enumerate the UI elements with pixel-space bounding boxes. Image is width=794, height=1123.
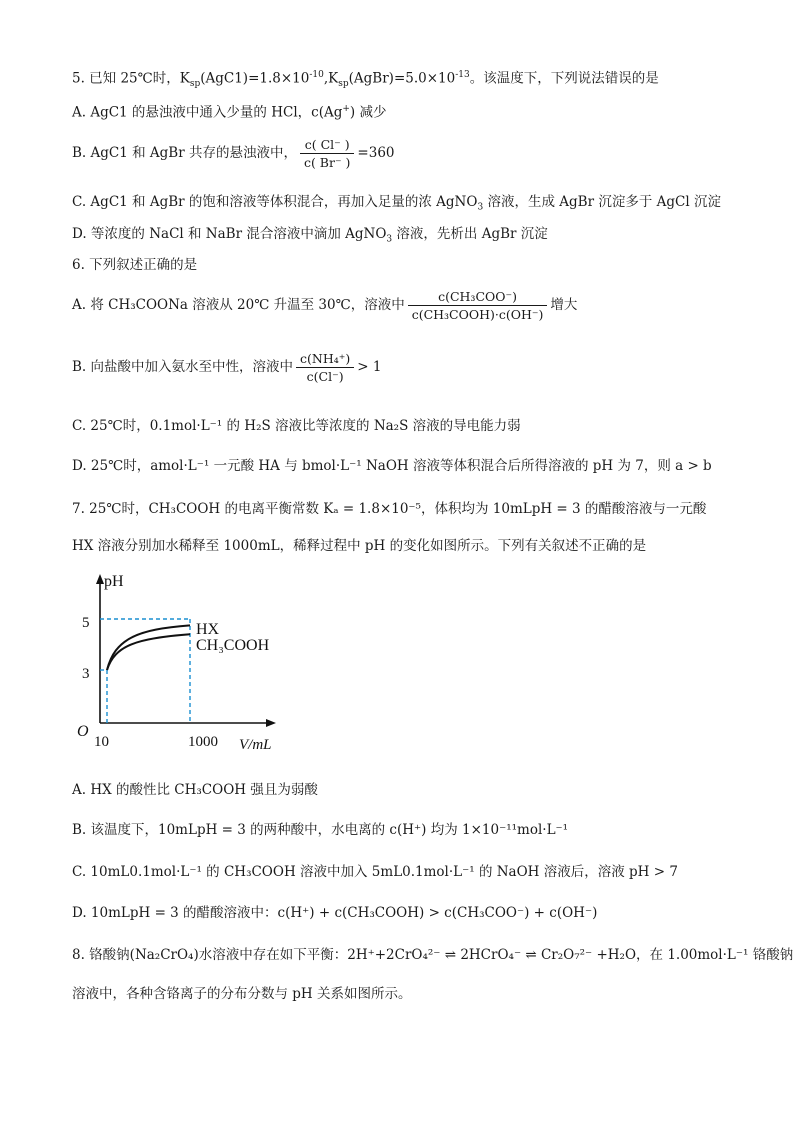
q6-b-fraction: $\frac{\text{c(NH₄⁺)}}{c(Cl^-)}$ <box>296 350 354 385</box>
x-tick-1000: 1000 <box>188 734 218 750</box>
q7-stem-line1: 7. 25℃时，CH₃COOH 的电离平衡常数 Kₐ = 1.8×10⁻⁵，体积均为 10mLpH = 3 的醋酸溶液与一元酸 <box>72 501 707 517</box>
q7-option-c: C. 10mL0.1mol·L⁻¹ 的 CH₃COOH 溶液中加入 5mL0.1mol·L⁻¹ 的 NaOH 溶液后，溶液 pH > 7 <box>72 864 678 880</box>
q6-option-a: A. 将 CH₃COONa 溶液从 20℃ 升温至 30℃，溶液中 $\frac{\text{c(CH₃COO⁻)}}{\text{c(CH₃COOH)·c(OH⁻)}}$ 增大 <box>72 289 578 322</box>
y-tick-5: 5 <box>82 615 90 631</box>
q7-option-a: A. HX 的酸性比 CH₃COOH 强且为弱酸 <box>72 782 318 798</box>
q5-option-b: B. AgC1 和 AgBr 共存的悬浊液中， $\frac{c( Cl^- )}{c( Br^- )}$ =360 <box>72 137 395 170</box>
x-tick-10: 10 <box>94 734 109 750</box>
y-tick-3: 3 <box>82 666 90 682</box>
y-axis-label: pH <box>104 573 124 590</box>
q5-option-a: A. AgC1 的悬浊液中通入少量的 HCl，c(Ag+) 减少 <box>72 104 387 121</box>
series-label-ch3cooh: CH₃COOH <box>196 637 270 654</box>
curve-ch3cooh <box>107 634 190 670</box>
q6-stem: 6. 下列叙述正确的是 <box>72 257 198 273</box>
curve-hx <box>107 625 190 670</box>
q7-stem-line2: HX 溶液分别加水稀释至 1000mL，稀释过程中 pH 的变化如图所示。下列有关叙述不正确的是 <box>72 538 647 554</box>
y-axis-arrow-icon <box>96 574 104 584</box>
q5-option-d: D. 等浓度的 NaCl 和 NaBr 混合溶液中滴加 AgNO$_3$ 溶液，先析出 AgBr 沉淀 <box>72 226 548 245</box>
q6-option-c: C. 25℃时，0.1mol·L⁻¹ 的 H₂S 溶液比等浓度的 Na₂S 溶液的导电能力弱 <box>72 418 521 434</box>
origin-label: O <box>77 723 89 740</box>
q6-a-fraction: $\frac{\text{c(CH₃COO⁻)}}{\text{c(CH₃COOH)·c(OH⁻)}}$ <box>408 288 548 323</box>
q7-option-b: B. 该温度下，10mLpH = 3 的两种酸中，水电离的 c(H⁺) 均为 1×10⁻¹¹mol·L⁻¹ <box>72 822 569 838</box>
ph-dilution-chart <box>72 568 302 753</box>
q5-option-c: C. AgC1 和 AgBr 的饱和溶液等体积混合，再加入足量的浓 AgNO$_3$ 溶液，生成 AgBr 沉淀多于 AgCl 沉淀 <box>72 194 721 213</box>
q6-option-b: B. 向盐酸中加入氨水至中性，溶液中 $\frac{\text{c(NH₄⁺)}}{c(Cl^-)}$ > 1 <box>72 351 382 384</box>
q5-b-fraction: $\frac{c( Cl^- )}{c( Br^- )}$ <box>300 136 354 171</box>
q8-stem-line1: 8. 铬酸钠(Na₂CrO₄)水溶液中存在如下平衡：2H⁺+2CrO₄²⁻ ⇌ 2HCrO₄⁻ ⇌ Cr₂O₇²⁻ +H₂O，在 1.00mol·L⁻¹ 铬酸钠 <box>72 947 794 963</box>
q8-stem-line2: 溶液中，各种含铬离子的分布分数与 pH 关系如图所示。 <box>72 986 412 1002</box>
x-axis-arrow-icon <box>266 719 276 727</box>
q7-option-d: D. 10mLpH = 3 的醋酸溶液中：c(H⁺) + c(CH₃COOH) > c(CH₃COO⁻) + c(OH⁻) <box>72 905 598 921</box>
q5-stem: 5. 已知 25℃时，$K_{sp}(AgC1)=1.8\times 10^{-10},K_{sp}(AgBr)=5.0\times 10^{-13}$。该温度下，下列说法错误的是 <box>72 70 659 90</box>
ph-curves <box>107 625 190 670</box>
x-axis-label: V/mL <box>239 737 272 753</box>
series-label-hx: HX <box>196 621 220 638</box>
q6-option-d: D. 25℃时，amol·L⁻¹ 一元酸 HA 与 bmol·L⁻¹ NaOH 溶液等体积混合后所得溶液的 pH 为 7，则 a > b <box>72 458 712 474</box>
